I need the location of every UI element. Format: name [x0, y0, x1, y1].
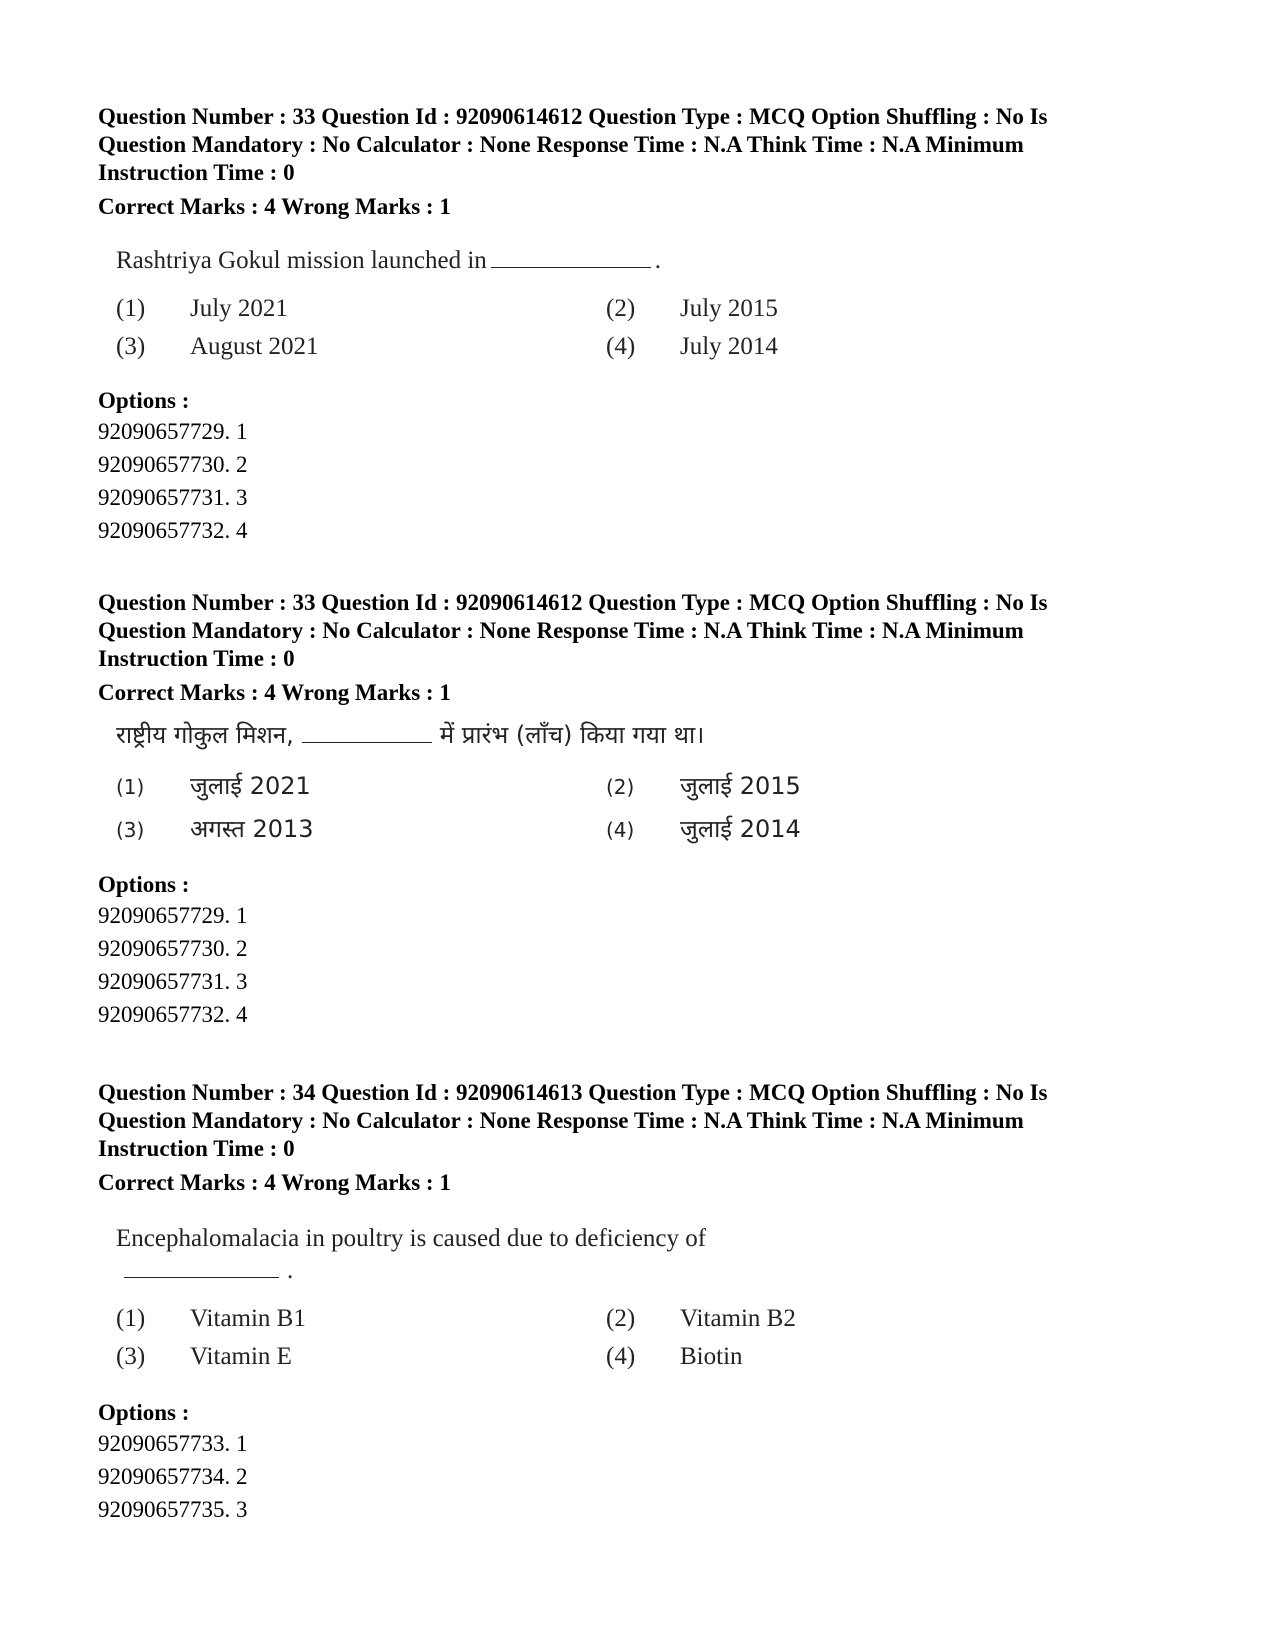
option-id-line: 92090657729. 1: [98, 419, 248, 444]
option-id-line: 92090657733. 1: [98, 1431, 248, 1456]
marks-line: Correct Marks : 4 Wrong Marks : 1: [98, 194, 451, 219]
choice-number: (4): [606, 333, 636, 360]
choice-item: [116, 812, 606, 845]
choice-text: July 2021: [190, 295, 288, 322]
choice-number: (2): [606, 295, 636, 322]
question-stem: [116, 245, 876, 277]
question-content: [116, 1223, 876, 1371]
question-meta-line: Question Number : 33 Question Id : 92090614612 Question Type : MCQ Option Shuffling : No Is: [98, 104, 1048, 129]
option-id-line: 92090657732. 4: [98, 1002, 248, 1027]
choice-item: [606, 295, 876, 323]
question-meta-line: Instruction Time : 0: [98, 1136, 295, 1161]
choice-text: अगस्त 2013: [190, 815, 314, 843]
option-id-line: 92090657734. 2: [98, 1464, 248, 1489]
marks-line: Correct Marks : 4 Wrong Marks : 1: [98, 680, 451, 705]
choice-text: Vitamin B1: [190, 1305, 306, 1332]
option-id-line: 92090657732. 4: [98, 518, 248, 543]
choice-item: [116, 769, 606, 802]
choice-item: [116, 295, 606, 323]
choice-item: [606, 1305, 876, 1333]
fill-in-blank: [302, 724, 432, 743]
choice-number: (1): [116, 775, 145, 799]
choice-item: [606, 333, 876, 361]
question-content: [116, 245, 876, 361]
choice-item: [116, 1305, 606, 1333]
option-id-line: 92090657730. 2: [98, 936, 248, 961]
choice-number: (1): [116, 1305, 146, 1332]
question-meta-line: Question Mandatory : No Calculator : None Response Time : N.A Think Time : N.A Minimum: [98, 618, 1024, 643]
choice-number: (2): [606, 1305, 636, 1332]
choice-number: (2): [606, 775, 635, 799]
choice-item: [606, 769, 876, 802]
stem-end: .: [654, 247, 662, 274]
choice-item: [116, 1343, 606, 1371]
choice-text: August 2021: [190, 333, 319, 360]
choice-text: Vitamin B2: [680, 1305, 796, 1332]
question-meta-line: Question Number : 33 Question Id : 92090614612 Question Type : MCQ Option Shuffling : No Is: [98, 590, 1048, 615]
question-meta-line: Question Mandatory : No Calculator : None Response Time : N.A Think Time : N.A Minimum: [98, 1108, 1024, 1133]
option-id-line: 92090657735. 3: [98, 1497, 248, 1522]
question-content: [116, 719, 876, 845]
choice-text: जुलाई 2021: [190, 772, 311, 800]
choice-text: Biotin: [680, 1343, 743, 1370]
question-stem: [116, 1223, 876, 1287]
choice-list: [116, 295, 876, 361]
question-block-33-english: [98, 103, 1178, 547]
choice-number: (3): [116, 1343, 146, 1370]
question-block-34-english: [98, 1079, 1178, 1526]
fill-in-blank: [124, 1259, 279, 1278]
choice-number: (3): [116, 818, 145, 842]
option-id-line: 92090657729. 1: [98, 903, 248, 928]
stem-text: Encephalomalacia in poultry is caused due to deficiency of: [116, 1225, 707, 1252]
question-meta-line: Question Mandatory : No Calculator : None Response Time : N.A Think Time : N.A Minimum: [98, 132, 1024, 157]
choice-number: (4): [606, 818, 635, 842]
stem-text: राष्ट्रीय गोकुल मिशन,: [116, 721, 294, 749]
choice-number: (4): [606, 1343, 636, 1370]
question-meta-line: Instruction Time : 0: [98, 160, 295, 185]
question-block-33-hindi: [98, 589, 1178, 1031]
question-meta-line: Instruction Time : 0: [98, 646, 295, 671]
stem-end: .: [287, 1257, 294, 1284]
stem-text: Rashtriya Gokul mission launched in: [116, 247, 487, 274]
marks-line: Correct Marks : 4 Wrong Marks : 1: [98, 1170, 451, 1195]
options-label: Options :: [98, 1400, 190, 1425]
option-id-line: 92090657731. 3: [98, 485, 248, 510]
choice-item: [606, 812, 876, 845]
choice-item: [116, 333, 606, 361]
choice-list: [116, 769, 876, 845]
choice-text: जुलाई 2015: [680, 772, 801, 800]
choice-item: [606, 1343, 876, 1371]
options-label: Options :: [98, 872, 190, 897]
fill-in-blank: [491, 249, 651, 268]
stem-end: में प्रारंभ (लाँच) किया गया था।: [439, 721, 705, 749]
question-stem: [116, 719, 876, 751]
choice-text: Vitamin E: [190, 1343, 292, 1370]
option-id-line: 92090657731. 3: [98, 969, 248, 994]
options-label: Options :: [98, 388, 190, 413]
choice-number: (3): [116, 333, 146, 360]
question-meta-line: Question Number : 34 Question Id : 92090614613 Question Type : MCQ Option Shuffling : No Is: [98, 1080, 1048, 1105]
choice-text: July 2014: [680, 333, 778, 360]
choice-text: जुलाई 2014: [680, 815, 801, 843]
choice-number: (1): [116, 295, 146, 322]
option-id-line: 92090657730. 2: [98, 452, 248, 477]
choice-list: [116, 1305, 876, 1371]
choice-text: July 2015: [680, 295, 778, 322]
